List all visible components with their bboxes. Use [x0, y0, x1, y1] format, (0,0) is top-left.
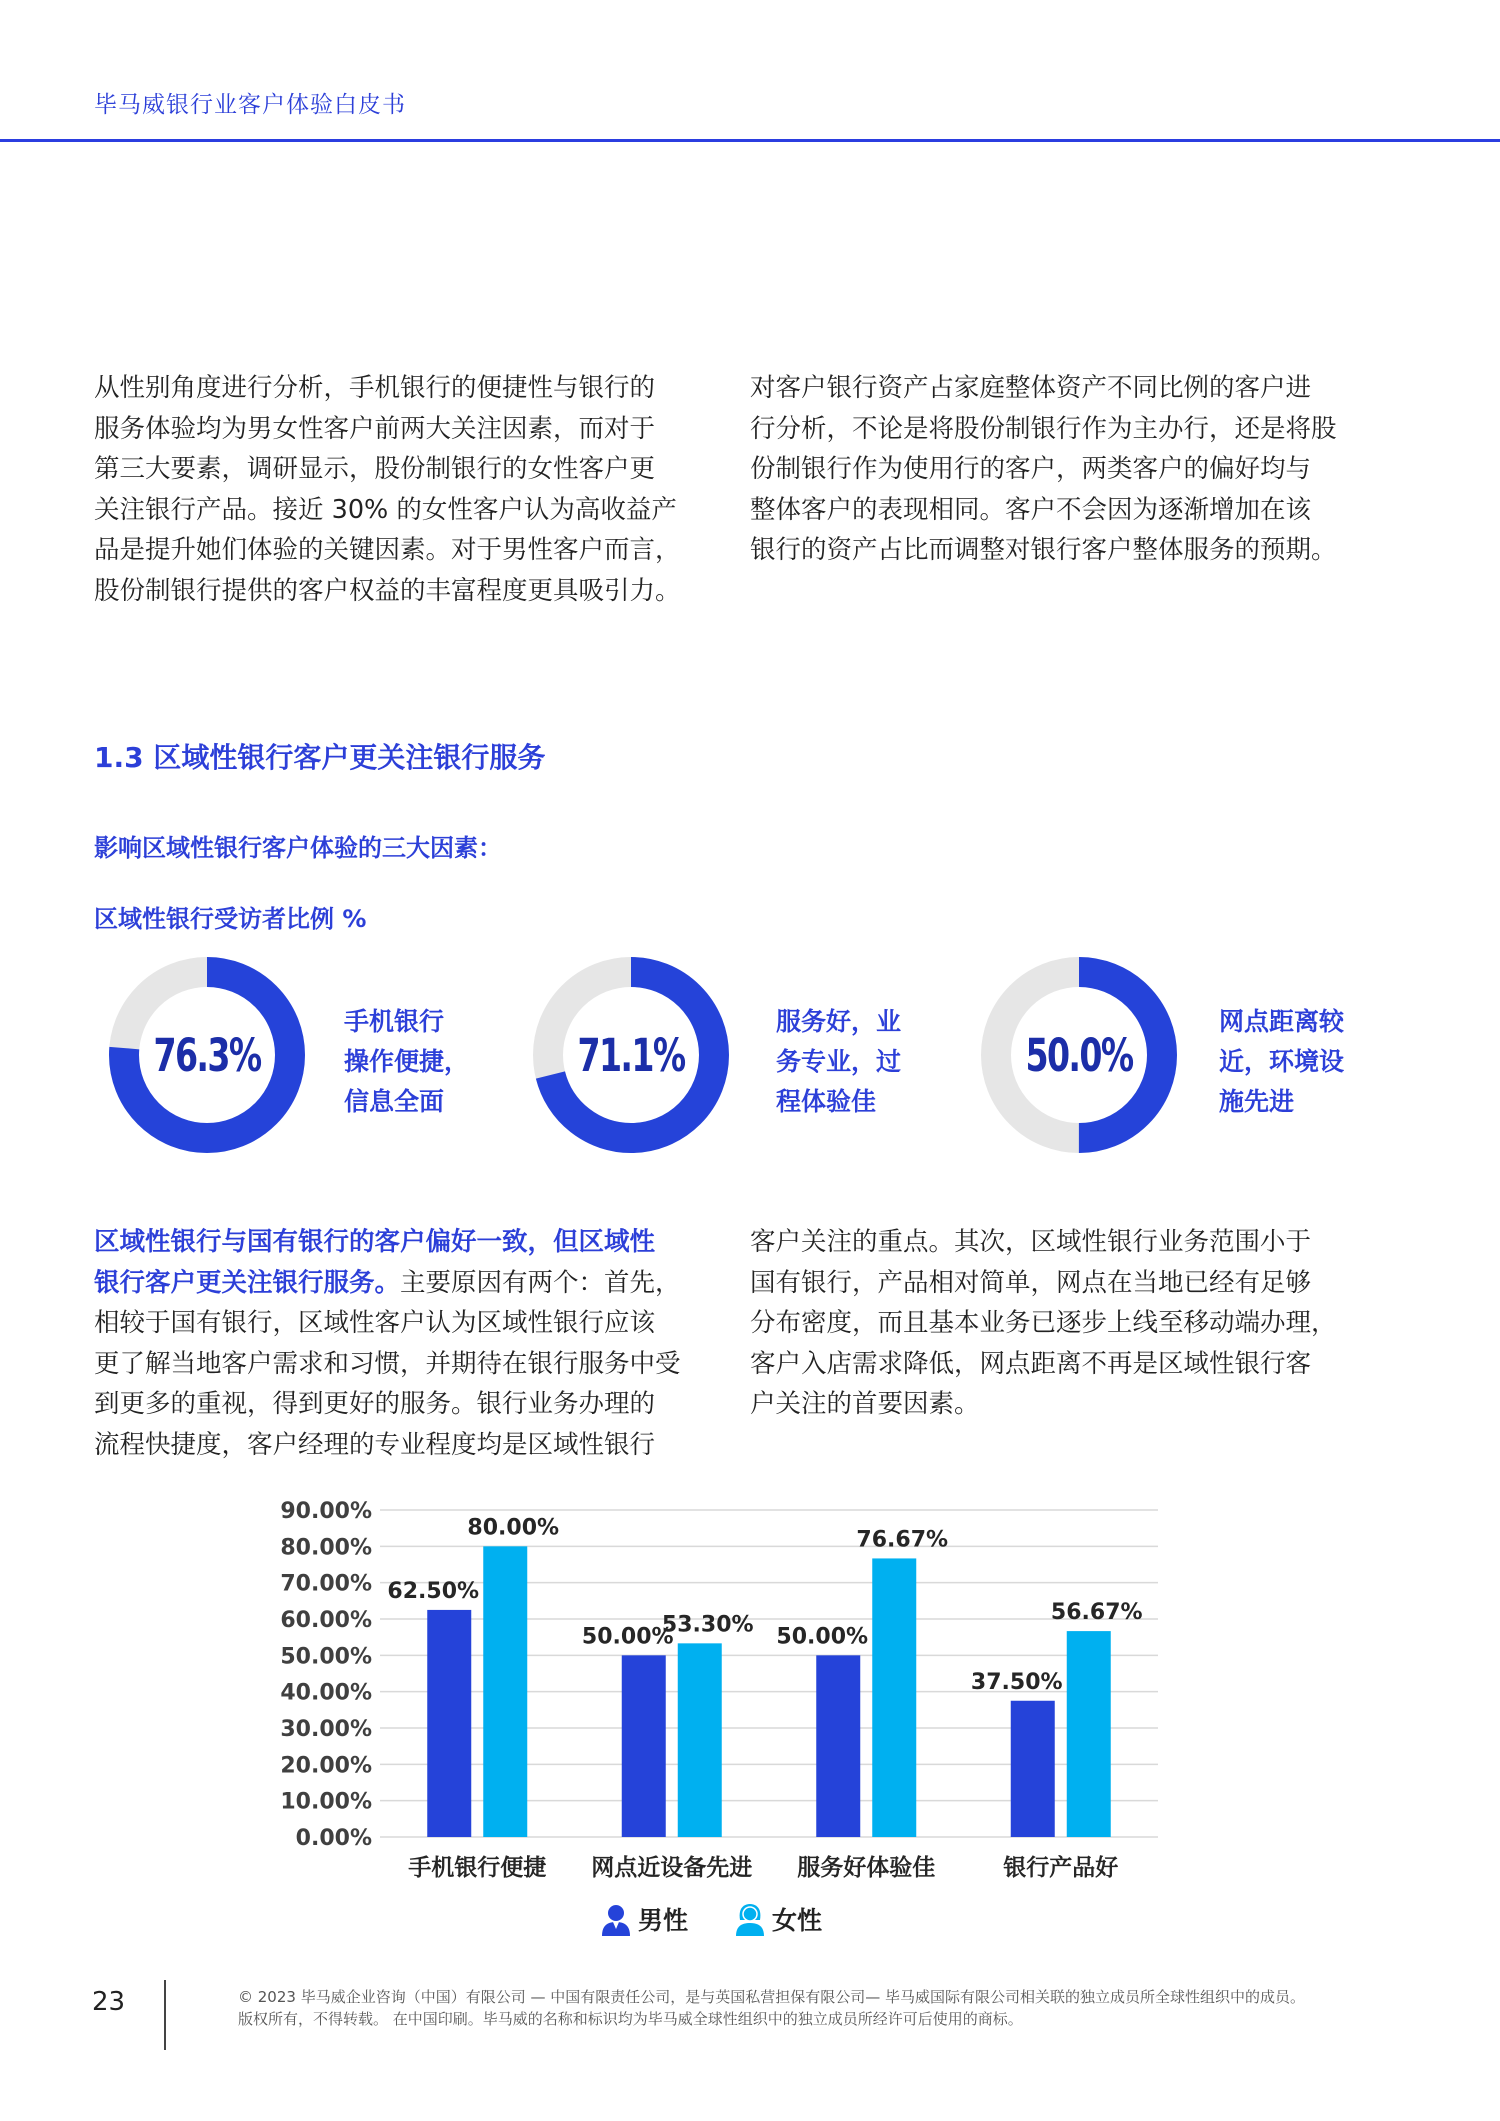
x-tick-label: 网点近设备先进 — [591, 1855, 753, 1880]
bar-female — [872, 1558, 916, 1837]
text-line: 相较于国有银行，区域性客户认为区域性银行应该 — [94, 1308, 656, 1338]
label-line: 务专业，过 — [776, 1047, 902, 1076]
intro-right-paragraph — [750, 368, 1362, 571]
chart-legend — [600, 1897, 868, 1941]
x-tick-label: 手机银行便捷 — [408, 1855, 547, 1880]
footer-line: 版权所有，不得转载。 在中国印刷。毕马威的名称和标识均为毕马威全球性组织中的独立成员所经许可后使用的商标。 — [238, 2010, 1023, 2028]
legend-item-male — [600, 1901, 688, 1937]
text-line: 整体客户的表现相同。客户不会因为逐渐增加在该 — [750, 494, 1312, 525]
donut-value: 76.3% — [153, 1028, 261, 1082]
donut-chart-2 — [516, 955, 936, 1155]
section-heading: 1.3 区域性银行客户更关注银行服务 — [94, 741, 546, 774]
text-line: 流程快捷度，客户经理的专业程度均是区域性银行 — [94, 1429, 656, 1460]
text-span: 主要原因有两个：首先， — [400, 1267, 681, 1298]
y-tick-label: 40.00% — [280, 1680, 372, 1706]
male-user-icon — [600, 1902, 632, 1936]
donut-label — [776, 1002, 936, 1122]
label-line: 操作便捷， — [344, 1047, 470, 1076]
data-label: 37.50% — [970, 1669, 1063, 1695]
y-tick-label: 70.00% — [280, 1571, 372, 1597]
header-divider — [0, 139, 1500, 142]
footer-line: © 2023 毕马威企业咨询（中国）有限公司 — 中国有限责任公司，是与英国私营担保有限公司— 毕马威国际有限公司相关联的独立成员所全球性组织中的成员。 — [238, 1988, 1306, 2006]
label-line: 网点距离较 — [1219, 1007, 1345, 1036]
text-line — [94, 1263, 706, 1304]
x-tick-label: 银行产品好 — [1003, 1855, 1119, 1880]
donut-label — [1219, 1002, 1379, 1122]
text-line: 客户入店需求降低，网点距离不再是区域性银行客 — [750, 1348, 1312, 1379]
bar-male — [622, 1655, 666, 1837]
text-line: 第三大要素，调研显示，股份制银行的女性客户更 — [94, 454, 656, 484]
label-line: 信息全面 — [344, 1087, 445, 1116]
y-tick-label: 20.00% — [280, 1753, 372, 1779]
data-label: 62.50% — [387, 1578, 480, 1604]
legend-item-female — [734, 1901, 822, 1937]
bar-male — [816, 1655, 860, 1837]
bar-male — [1011, 1701, 1055, 1837]
text-line: 行分析，不论是将股份制银行作为主办行，还是将股 — [750, 413, 1337, 444]
footer-divider — [164, 1980, 166, 2050]
bar-female — [678, 1643, 722, 1837]
text-line: 户关注的首要因素。 — [750, 1389, 980, 1419]
donut-value: 71.1% — [577, 1028, 685, 1082]
data-label: 53.30% — [661, 1612, 754, 1638]
y-tick-label: 10.00% — [280, 1789, 372, 1815]
footer-copyright — [238, 1986, 1468, 2030]
bold-span: 银行客户更关注银行服务。 — [94, 1267, 401, 1298]
text-line: 份制银行作为使用行的客户，两类客户的偏好均与 — [750, 454, 1312, 484]
label-line: 近，环境设 — [1219, 1047, 1345, 1076]
text-line: 关注银行产品。接近 30% 的女性客户认为高收益产 — [94, 494, 677, 525]
text-line: 分布密度，而且基本业务已逐步上线至移动端办理， — [750, 1308, 1337, 1338]
donut-label — [344, 1002, 504, 1122]
bar-chart — [260, 1480, 1180, 1880]
y-tick-label: 30.00% — [280, 1717, 372, 1742]
label-line: 手机银行 — [344, 1007, 445, 1036]
label-line: 程体验佳 — [776, 1087, 877, 1116]
ratio-heading: 区域性银行受访者比例 % — [94, 905, 367, 933]
text-line: 品是提升她们体验的关键因素。对于男性客户而言， — [94, 535, 681, 565]
text-line: 对客户银行资产占家庭整体资产不同比例的客户进 — [750, 373, 1312, 403]
header-title: 毕马威银行业客户体验白皮书 — [94, 92, 406, 118]
y-tick-label: 90.00% — [280, 1499, 372, 1524]
donut-chart-1 — [92, 955, 512, 1155]
y-tick-label: 80.00% — [280, 1535, 372, 1561]
text-line: 客户关注的重点。其次，区域性银行业务范围小于 — [750, 1227, 1312, 1257]
text-line: 国有银行，产品相对简单，网点在当地已经有足够 — [750, 1267, 1312, 1298]
label-line: 施先进 — [1219, 1087, 1295, 1116]
bar-female — [483, 1546, 527, 1837]
data-label: 50.00% — [581, 1624, 674, 1650]
donut-chart-3 — [964, 955, 1384, 1155]
factors-heading: 影响区域性银行客户体验的三大因素： — [94, 834, 502, 862]
body-left-paragraph — [94, 1222, 706, 1465]
text-line: 到更多的重视，得到更好的服务。银行业务办理的 — [94, 1389, 656, 1419]
legend-label: 男性 — [638, 1906, 689, 1935]
text-line: 从性别角度进行分析，手机银行的便捷性与银行的 — [94, 373, 656, 403]
donut-value: 50.0% — [1025, 1028, 1133, 1082]
text-line: 银行的资产占比而调整对银行客户整体服务的预期。 — [750, 535, 1337, 565]
text-line: 股份制银行提供的客户权益的丰富程度更具吸引力。 — [94, 575, 681, 606]
y-tick-label: 60.00% — [280, 1608, 372, 1633]
y-tick-label: 0.00% — [295, 1826, 372, 1851]
data-label: 50.00% — [776, 1624, 869, 1650]
page-number: 23 — [92, 1987, 126, 2017]
legend-label: 女性 — [772, 1906, 823, 1935]
y-tick-label: 50.00% — [280, 1644, 372, 1670]
data-label: 56.67% — [1050, 1600, 1143, 1626]
female-user-icon — [734, 1902, 766, 1936]
text-line: 更了解当地客户需求和习惯，并期待在银行服务中受 — [94, 1348, 681, 1379]
bar-female — [1067, 1631, 1111, 1837]
data-label: 76.67% — [856, 1527, 949, 1553]
label-line: 服务好，业 — [776, 1007, 902, 1036]
data-label: 80.00% — [467, 1515, 560, 1541]
body-right-paragraph — [750, 1222, 1362, 1425]
intro-left-paragraph — [94, 368, 706, 611]
text-line: 区域性银行与国有银行的客户偏好一致，但区域性 — [94, 1227, 656, 1257]
bar-male — [427, 1610, 471, 1837]
text-line: 服务体验均为男女性客户前两大关注因素，而对于 — [94, 413, 656, 444]
x-tick-label: 服务好体验佳 — [797, 1855, 936, 1880]
